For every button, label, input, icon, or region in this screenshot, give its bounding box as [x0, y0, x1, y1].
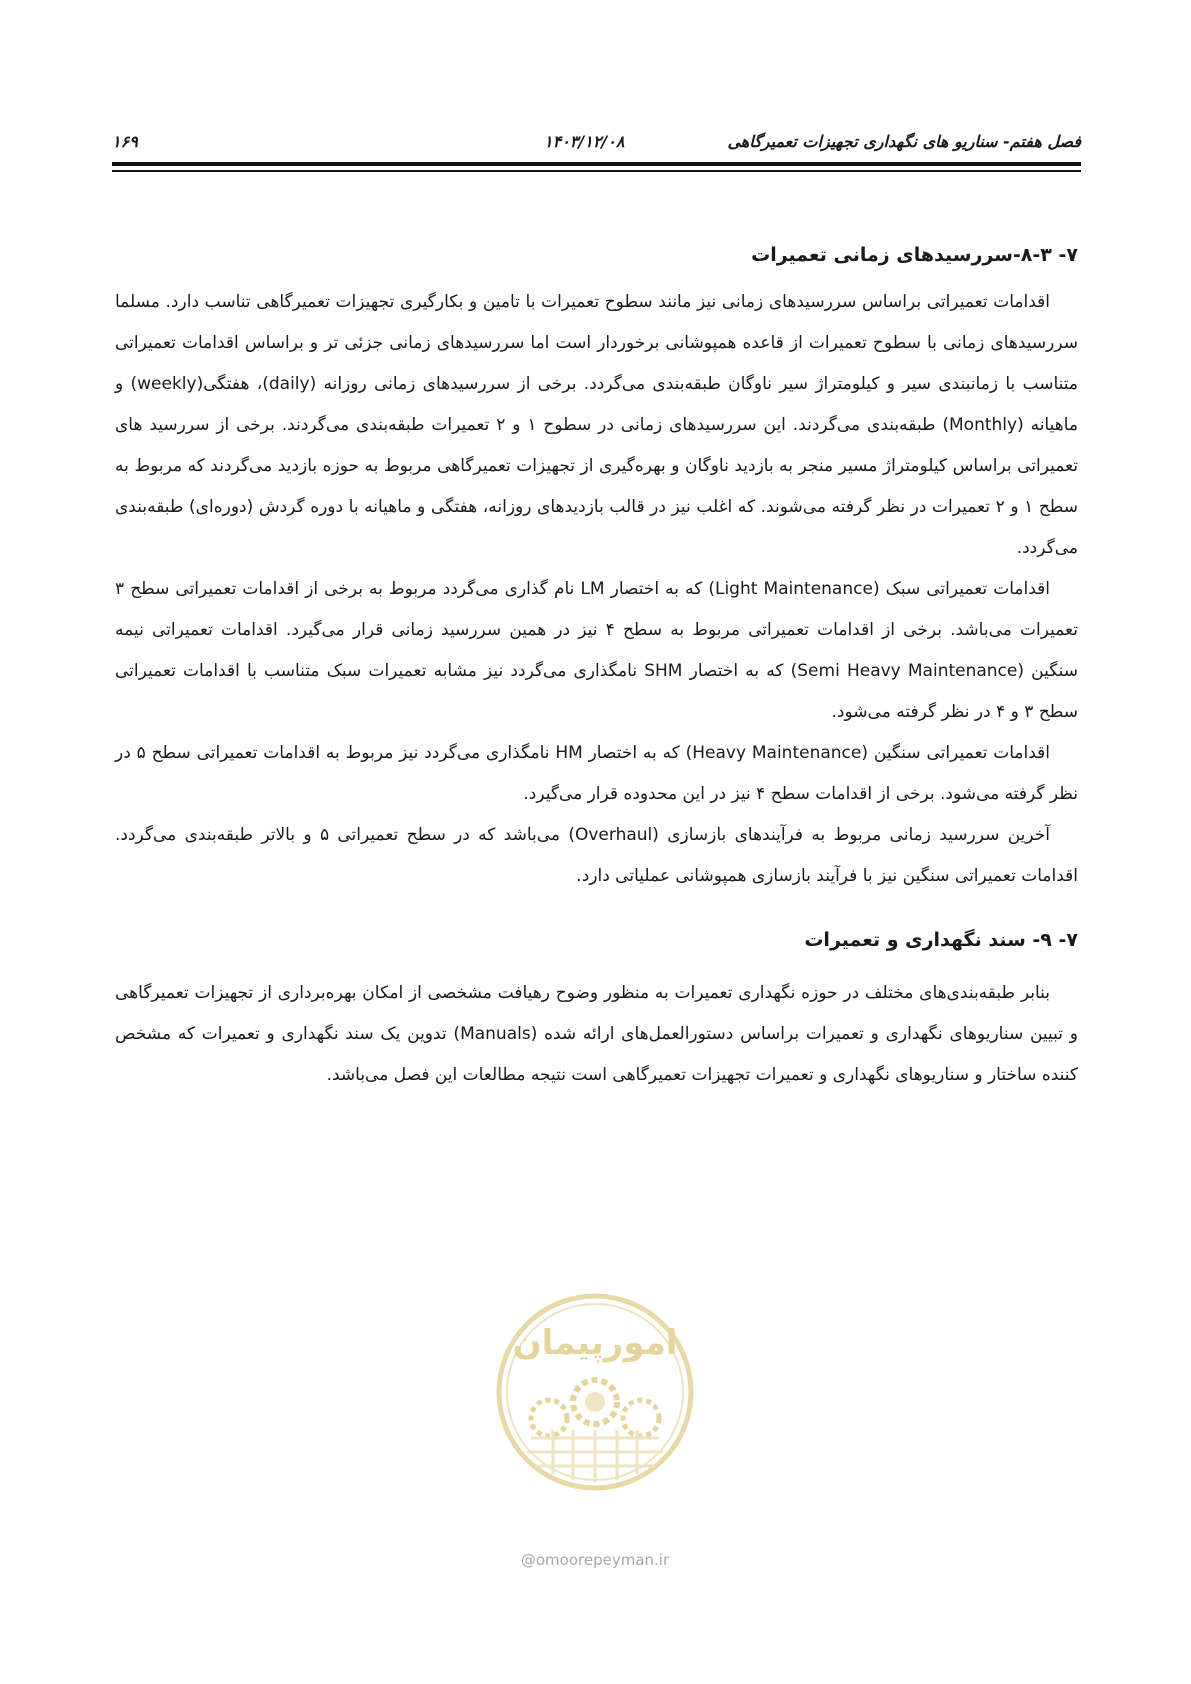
page-number: ۱۶۹	[112, 132, 138, 151]
watermark-url: @omoorepeyman.ir	[520, 1551, 670, 1569]
section-heading-maintenance-document: ۷- ۹- سند نگهداری و تعمیرات	[804, 929, 1078, 951]
watermark-logo	[493, 1290, 697, 1494]
paragraph: اقدامات تعمیراتی سبک (Light Maintenance) که به اختصار LM نام گذاری می‌گردد مربوط به برخی از اقدامات تعمیراتی سطح ۳ تعمیرات می‌باشد. برخی از اقدامات تعمیراتی مربوط به سطح ۴ نیز در همین سررسید زمانی قرار می‌گیرد. اقدامات تعمیراتی نیمه سنگین (Semi Heavy Maintenance) که به اختصار SHM نامگذاری می‌گردد نیز مشابه تعمیرات سبک متناسب با اقدامات تعمیراتی سطح ۳ و ۴ در نظر گرفته می‌شود.	[115, 579, 1078, 722]
paragraph: اقدامات تعمیراتی براساس سررسیدهای زمانی نیز مانند سطوح تعمیرات با تامین و بکارگیری تجهیزات تعمیرگاهی تناسب دارد. مسلما سررسیدهای زمانی با سطوح تعمیرات از قاعده همپوشانی برخوردار است اما سررسیدهای زمانی جزئی تر و براساس اقدامات تعمیراتی متناسب با زمانبندی سیر و کیلومتراژ سیر ناوگان طبقه‌بندی می‌گردد. برخی از سررسیدهای زمانی روزانه (daily)، هفتگی(weekly) و ماهیانه (Monthly) طبقه‌بندی می‌گردند. این سررسیدهای زمانی در سطوح ۱ و ۲ تعمیرات طبقه‌بندی می‌گردند. برخی از سررسید های تعمیراتی براساس کیلومتراژ مسیر منجر به بازدید ناوگان و بهره‌گیری از تجهیزات تعمیرگاهی مربوط به حوزه بازدید می‌گردند که مربوط به سطح ۱ و ۲ تعمیرات در نظر گرفته می‌شوند. که اغلب نیز در قالب بازدیدهای روزانه، هفتگی و ماهیانه با دوره گردش (دوره‌ای) طبقه‌بندی می‌گردد.	[115, 292, 1078, 558]
section-heading-time-schedules: ۷- ۸-۳-سررسیدهای زمانی تعمیرات	[751, 244, 1078, 266]
paragraph: بنابر طبقه‌بندی‌های مختلف در حوزه نگهداری تعمیرات به منظور وضوح رهیافت مشخصی از امکان بهره‌برداری از تجهیزات تعمیرگاهی و تبیین سناریوهای نگهداری و تعمیرات براساس دستورالعمل‌های ارائه شده (Manuals) تدوین یک سند نگهداری و تعمیرات که مشخص کننده ساختار و سناریوهای نگهداری و تعمیرات تجهیزات تعمیرگاهی است نتیجه مطالعات این فصل می‌باشد.	[115, 983, 1078, 1085]
watermark-seal-icon	[493, 1290, 697, 1494]
svg-text:امورپیمان: امورپیمان	[512, 1323, 678, 1363]
paragraph: آخرین سررسید زمانی مربوط به فرآیندهای بازسازی (Overhaul) می‌باشد که در سطح تعمیراتی ۵ و بالاتر طبقه‌بندی می‌گردد. اقدامات تعمیراتی سنگین نیز با فرآیند بازسازی همپوشانی عملیاتی دارد.	[115, 825, 1078, 886]
page-body	[115, 244, 1078, 1096]
paragraph: اقدامات تعمیراتی سنگین (Heavy Maintenance) که به اختصار HM نامگذاری می‌گردد نیز مربوط به اقدامات تعمیراتی سطح ۵ در نظر گرفته می‌شود. برخی از اقدامات سطح ۴ نیز در این محدوده قرار می‌گیرد.	[115, 743, 1078, 804]
header-rule-thick	[112, 162, 1081, 166]
header-date: ۱۴۰۳/۱۲/۰۸	[544, 132, 625, 151]
page-header	[112, 128, 1081, 158]
chapter-title: فصل هفتم- سناریو های نگهداری تجهیزات تعمیرگاهی	[727, 132, 1081, 151]
header-rule-thin	[112, 170, 1081, 172]
